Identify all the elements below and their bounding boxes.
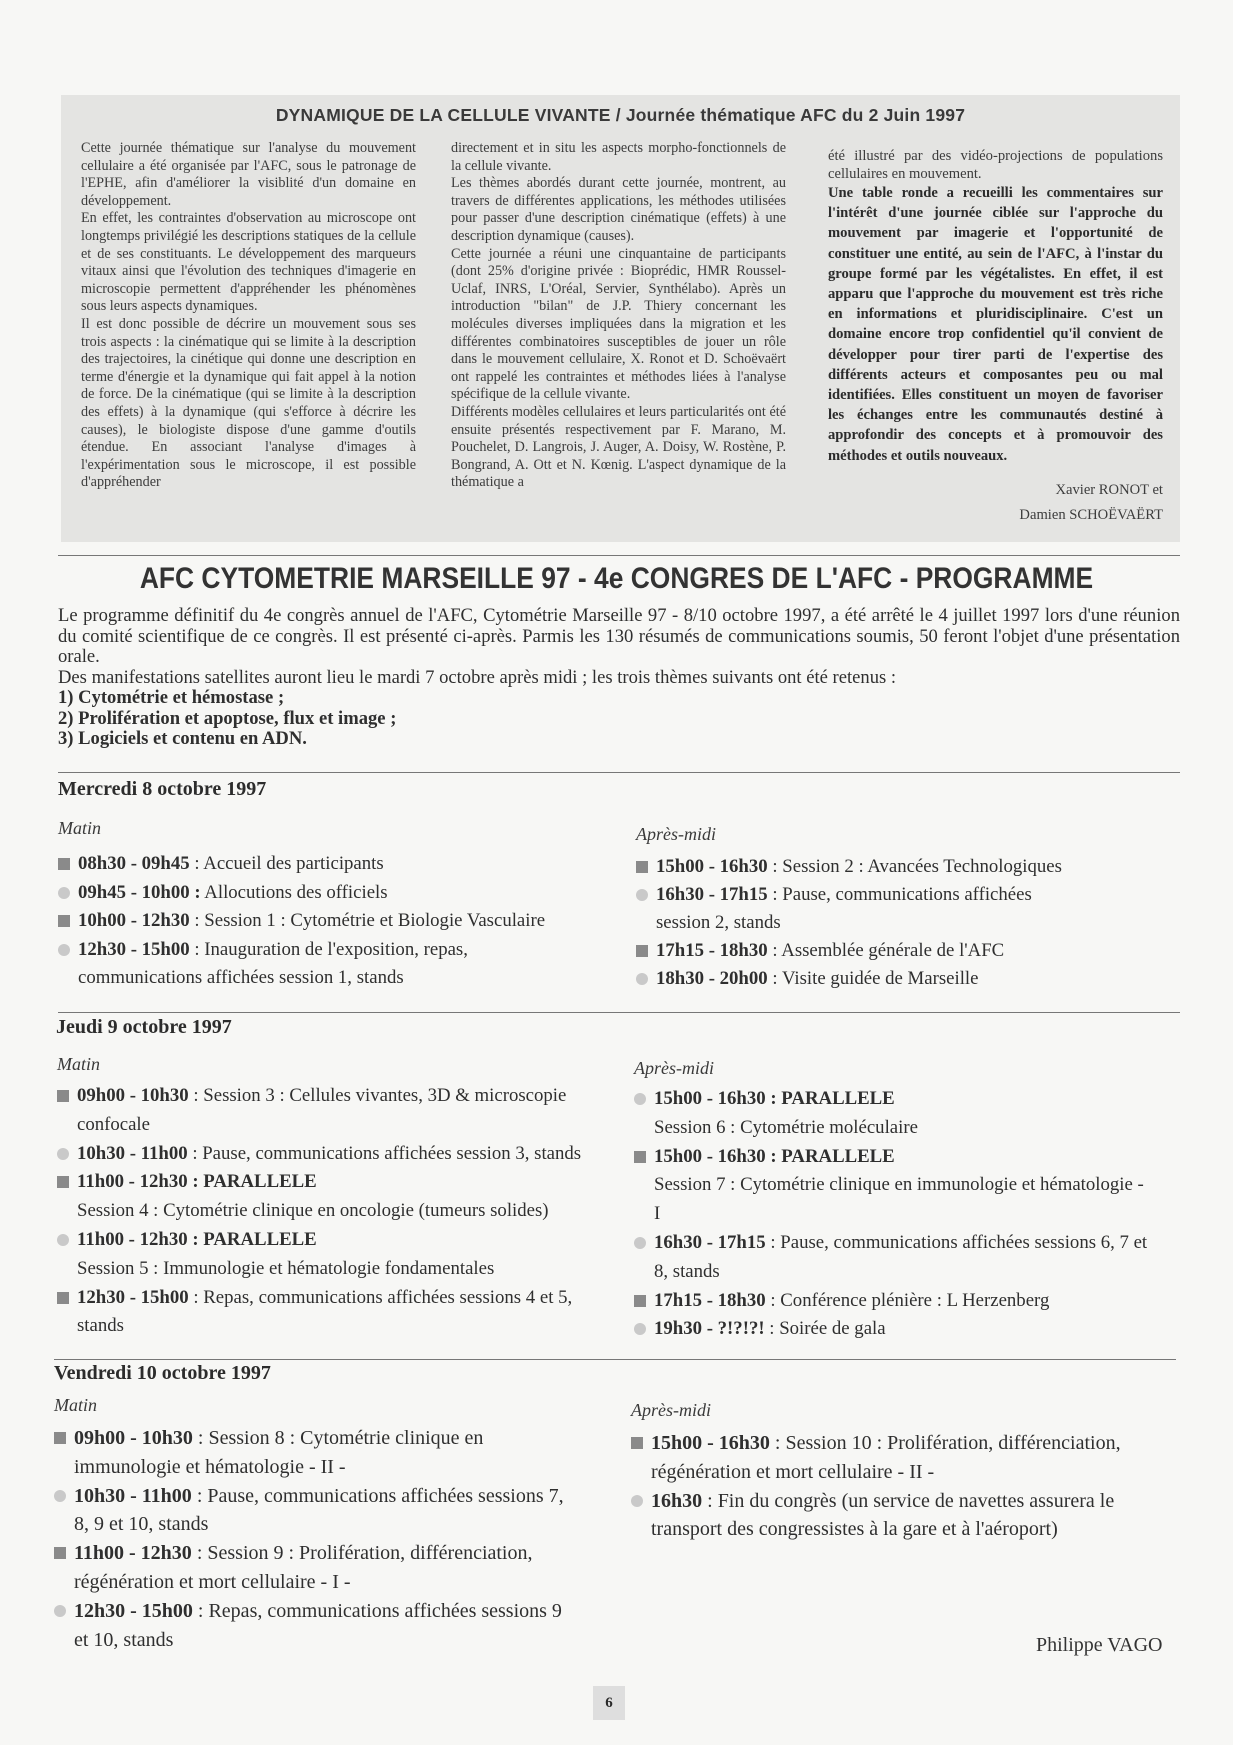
day-heading: Mercredi 8 octobre 1997	[58, 778, 267, 800]
schedule-item	[636, 853, 1066, 881]
schedule-time: 10h30 - 11h00	[77, 1142, 188, 1164]
period-label-matin: Matin	[57, 1054, 100, 1074]
schedule-time: 12h30 - 15h00	[78, 938, 190, 960]
paragraph: été illustré par des vidéo-projections de populations cellulaires en mouvement.	[828, 148, 1163, 182]
themes-list	[58, 688, 1180, 750]
schedule-description: Soirée de gala	[779, 1318, 886, 1340]
schedule-list	[634, 1085, 1154, 1344]
schedule-description: Assemblée générale de l'AFC	[781, 940, 1005, 961]
schedule-time: 08h30 - 09h45	[78, 853, 190, 874]
schedule-time: 17h15 - 18h30	[654, 1289, 766, 1311]
theme-item: 2) Prolifération et apoptose, flux et image ;	[58, 707, 397, 729]
paragraph: Les thèmes abordés durant cette journée, montrent, au travers de différentes applications, les méthodes utilisées pour passer d'une description cinématique (effets) à une description dynamique (causes).	[451, 175, 786, 244]
schedule-description: Session 3 : Cellules vivantes, 3D & microscopie confocale	[77, 1085, 567, 1135]
schedule-description: Session 1 : Cytométrie et Biologie Vasculaire	[204, 910, 546, 931]
schedule-description: Session 8 : Cytométrie clinique en immunologie et hématologie - II -	[74, 1427, 484, 1478]
divider	[58, 1012, 1180, 1013]
schedule-description: Session 2 : Avancées Technologiques	[782, 856, 1062, 877]
circle-bullet-icon	[634, 1237, 646, 1249]
schedule-time: 12h30 - 15h00	[77, 1286, 189, 1308]
schedule-time: 09h45 - 10h00 :	[78, 881, 201, 903]
square-bullet-icon	[57, 1292, 69, 1304]
period-label-apres-midi: Après-midi	[631, 1400, 711, 1420]
schedule-time: 16h30	[651, 1489, 703, 1512]
schedule-description: Accueil des participants	[203, 853, 384, 874]
intro-paragraph: Le programme définitif du 4e congrès annuel de l'AFC, Cytométrie Marseille 97 - 8/10 octobre 1997, a été arrêté le 4 juillet 1997 lors d'une réunion du comité scientifique de ce congrès. Il est présenté ci-après. Parmis les 130 résumés de communications soumis, 50 feront l'objet d'une présentation orale.	[58, 605, 1180, 667]
schedule-item	[57, 1168, 597, 1226]
circle-bullet-icon	[636, 973, 648, 985]
article-box	[61, 95, 1180, 542]
schedule-description: Repas, communications affichées sessions 9 et 10, stands	[74, 1599, 562, 1651]
period-label-matin: Matin	[54, 1395, 97, 1415]
schedule-separator: :	[187, 1142, 203, 1164]
schedule-time: 10h30 - 11h00	[74, 1484, 192, 1507]
schedule-time: 15h00 - 16h30 : PARALLELE	[654, 1088, 895, 1109]
circle-bullet-icon	[58, 887, 70, 899]
paragraph: directement et in situ les aspects morpho-fonctionnels de la cellule vivante.	[451, 140, 786, 174]
circle-bullet-icon	[57, 1234, 69, 1246]
schedule-time: 15h00 - 16h30	[651, 1432, 770, 1454]
signature	[828, 478, 1163, 528]
author: Philippe VAGO	[1036, 1634, 1163, 1656]
schedule-separator: :	[765, 1231, 781, 1253]
paragraph: Cette journée a réuni une cinquantaine de participants (dont 25% d'origine privée : Bioprédic, HMR Roussel-Uclaf, INRS, L'Oréal, Servier, Synthélabo). Après un introduction "bilan" de J.P. Thiery concernant les molécules diverses impliquées dans la migration et les différentes combinatoires susceptibles de jouer un rôle dans le mouvement cellulaire, X. Ronot et D. Schoëvaërt ont rappelé les contraintes et méthodes liées à l'analyse spécifique de la cellule vivante.	[451, 245, 786, 403]
schedule-item	[636, 937, 1066, 965]
schedule-item	[57, 1226, 597, 1284]
intro-paragraph: Des manifestations satellites auront lieu le mardi 7 octobre après midi ; les trois thèmes suivants ont été retenus :	[58, 666, 897, 688]
schedule-item	[58, 907, 578, 936]
circle-bullet-icon	[57, 1148, 69, 1160]
schedule-description: Pause, communications affichées session 3, stands	[202, 1142, 582, 1164]
schedule-time: 12h30 - 15h00	[74, 1599, 193, 1622]
schedule-time: 10h00 - 12h30	[78, 910, 190, 931]
schedule-time: 16h30 - 17h15	[656, 884, 768, 905]
circle-bullet-icon	[58, 944, 70, 956]
schedule-time: 16h30 - 17h15	[654, 1231, 766, 1253]
article-column-2	[451, 140, 786, 492]
schedule-list	[58, 850, 578, 993]
schedule-item	[57, 1140, 597, 1169]
theme-item: 3) Logiciels et contenu en ADN.	[58, 728, 307, 749]
divider	[58, 555, 1180, 556]
schedule-description: Pause, communications affichées sessions 7, 8, 9 et 10, stands	[74, 1484, 564, 1536]
schedule-description: Allocutions des officiels	[204, 881, 388, 903]
schedule-separator: :	[192, 1599, 209, 1622]
signature-line-1: Xavier RONOT et	[1055, 481, 1163, 498]
schedule-time: 15h00 - 16h30 : PARALLELE	[654, 1145, 895, 1167]
schedule-description: Session 5 : Immunologie et hématologie fondamentales	[77, 1257, 495, 1279]
day-heading: Jeudi 9 octobre 1997	[56, 1016, 232, 1038]
square-bullet-icon	[634, 1295, 646, 1307]
square-bullet-icon	[54, 1547, 66, 1559]
schedule-description: Session 7 : Cytométrie clinique en immunologie et hématologie - I	[654, 1174, 1144, 1225]
square-bullet-icon	[634, 1151, 646, 1163]
schedule-description: Visite guidée de Marseille	[781, 968, 979, 989]
schedule-time: 19h30 - ?!?!?!	[654, 1318, 765, 1340]
programme-intro	[58, 606, 1180, 750]
schedule-item	[631, 1487, 1171, 1545]
article-column-1	[81, 140, 416, 492]
schedule-separator: :	[192, 1427, 209, 1449]
schedule-separator: :	[769, 1432, 786, 1454]
square-bullet-icon	[54, 1432, 66, 1444]
circle-bullet-icon	[631, 1495, 643, 1507]
schedule-item	[54, 1424, 564, 1482]
signature-line-2: Damien SCHOËVAËRT	[1019, 506, 1163, 523]
schedule-description: Session 6 : Cytométrie moléculaire	[654, 1116, 918, 1138]
square-bullet-icon	[58, 915, 70, 927]
day-heading: Vendredi 10 octobre 1997	[54, 1362, 271, 1384]
schedule-separator: :	[767, 856, 783, 877]
schedule-list	[631, 1429, 1171, 1544]
schedule-item	[58, 879, 578, 908]
schedule-item	[58, 850, 578, 879]
schedule-time: 09h00 - 10h30	[77, 1085, 189, 1106]
circle-bullet-icon	[634, 1323, 646, 1335]
schedule-separator: :	[702, 1489, 718, 1512]
schedule-description: Session 9 : Prolifération, différenciation, régénération et mort cellulaire - I -	[74, 1542, 533, 1593]
schedule-item	[57, 1284, 597, 1342]
period-label-matin: Matin	[58, 818, 101, 838]
schedule-separator: :	[764, 1318, 780, 1340]
schedule-item	[58, 936, 578, 993]
schedule-description: Repas, communications affichées sessions 4 et 5, stands	[77, 1286, 573, 1337]
schedule-item	[57, 1082, 597, 1140]
schedule-separator: :	[191, 1484, 208, 1507]
schedule-separator: :	[189, 938, 205, 960]
schedule-item	[636, 881, 1066, 937]
schedule-time: 17h15 - 18h30	[656, 940, 768, 961]
schedule-separator: :	[765, 1289, 781, 1311]
schedule-description: Conférence plénière : L Herzenberg	[780, 1289, 1050, 1311]
schedule-item	[634, 1229, 1154, 1287]
schedule-list	[57, 1082, 597, 1341]
schedule-item	[631, 1429, 1171, 1487]
article-column-3	[828, 147, 1163, 528]
paragraph: Cette journée thématique sur l'analyse du mouvement cellulaire a été organisée par l'AFC, sous le patronage de l'EPHE, afin d'améliorer la visiblité d'un domaine en développement.	[81, 140, 416, 209]
programme-title: AFC CYTOMETRIE MARSEILLE 97 - 4e CONGRES DE L'AFC - PROGRAMME	[139, 562, 1094, 595]
schedule-separator: :	[767, 884, 783, 905]
circle-bullet-icon	[634, 1093, 646, 1105]
schedule-description: Session 4 : Cytométrie clinique en oncologie (tumeurs solides)	[77, 1200, 549, 1222]
square-bullet-icon	[636, 945, 648, 957]
schedule-separator: :	[189, 910, 205, 931]
schedule-item	[634, 1085, 1154, 1143]
schedule-description: Pause, communications affichées session 2, stands	[656, 884, 1032, 933]
schedule-description: Inauguration de l'exposition, repas, communications affichées session 1, stands	[78, 938, 468, 988]
schedule-separator: :	[188, 1286, 204, 1308]
schedule-time: 15h00 - 16h30	[656, 856, 768, 877]
schedule-time: 11h00 - 12h30 : PARALLELE	[77, 1171, 317, 1193]
schedule-separator: :	[188, 1085, 204, 1106]
schedule-description: Fin du congrès (un service de navettes assurera le transport des congressistes à la gare et à l'aéroport)	[651, 1489, 1115, 1541]
schedule-separator: :	[767, 940, 782, 961]
schedule-time: 18h30 - 20h00	[656, 968, 768, 989]
square-bullet-icon	[631, 1437, 643, 1449]
schedule-item	[634, 1287, 1154, 1316]
schedule-item	[54, 1597, 564, 1655]
circle-bullet-icon	[54, 1605, 66, 1617]
schedule-separator: :	[191, 1542, 208, 1565]
schedule-item	[634, 1315, 1154, 1344]
paragraph: En effet, les contraintes d'observation au microscope ont longtemps privilégié les descriptions statiques de la cellule et de ses constituants. Le développement des marqueurs vitaux ainsi que l'évolution des techniques d'imagerie en microscopie permettent d'appréhender les phénomènes sous leurs aspects dynamiques.	[81, 210, 416, 315]
schedule-time: 11h00 - 12h30 : PARALLELE	[77, 1228, 317, 1250]
square-bullet-icon	[57, 1090, 69, 1102]
schedule-time: 11h00 - 12h30	[74, 1542, 192, 1565]
theme-item: 1) Cytométrie et hémostase ;	[58, 687, 285, 708]
article-title: DYNAMIQUE DE LA CELLULE VIVANTE / Journée thématique AFC du 2 Juin 1997	[275, 105, 966, 125]
paragraph: Il est donc possible de décrire un mouvement sous ses trois aspects : la cinématique qui se limite à la description des trajectoires, la cinétique qui donne une description en terme d'énergie et la dynamique qui fait appel à la notion de force. De la cinématique (qui se limite à la description des effets) à la dynamique (qui s'efforce à décrire les causes), le biologiste dispose d'une gamme d'outils étendue. En associant l'analyse d'images à l'expérimentation sous le microscope, il est possible d'appréhender	[81, 315, 416, 491]
circle-bullet-icon	[54, 1490, 66, 1502]
schedule-item	[54, 1482, 564, 1540]
square-bullet-icon	[58, 858, 70, 870]
schedule-item	[636, 965, 1066, 993]
schedule-item	[634, 1143, 1154, 1229]
schedule-list	[636, 853, 1066, 993]
schedule-separator: :	[189, 853, 204, 874]
page-number: 6	[593, 1686, 625, 1720]
paragraph: Différents modèles cellulaires et leurs particularités ont été ensuite présentés respectivement par F. Marano, M. Pouchelet, D. Langrois, J. Auger, A. Doisy, W. Rostène, P. Bongrand, A. Ott et N. Kœnig. L'aspect dynamique de la thématique a	[451, 403, 786, 491]
schedule-separator: :	[767, 968, 782, 989]
square-bullet-icon	[636, 861, 648, 873]
paragraph-bold: Une table ronde a recueilli les commentaires sur l'intérêt d'une journée ciblée sur l'approche du mouvement par imagerie et l'opportunité de constituer une entité, au sein de l'AFC, à l'instar du groupe formé par les végétalistes. En effet, il est apparu que l'approche du mouvement est très riche en informations et pluridisciplinaire. C'est un domaine encore trop confidentiel qu'il convient de développer pour tirer parti de l'expertise des différents acteurs et composantes peu ou mal identifiées. Elles constituent un moyen de favoriser les échanges entre les communautés destiné à approfondir des concepts et à promouvoir des méthodes et outils nouveaux.	[828, 185, 1163, 464]
schedule-description: Pause, communications affichées sessions 6, 7 et 8, stands	[654, 1231, 1148, 1282]
schedule-item	[54, 1539, 564, 1597]
circle-bullet-icon	[636, 889, 648, 901]
schedule-list	[54, 1424, 564, 1654]
square-bullet-icon	[57, 1176, 69, 1188]
schedule-time: 09h00 - 10h30	[74, 1427, 193, 1449]
schedule-description: Session 10 : Prolifération, différenciation, régénération et mort cellulaire - II -	[651, 1432, 1121, 1483]
divider	[54, 1359, 1176, 1360]
period-label-apres-midi: Après-midi	[634, 1058, 714, 1078]
period-label-apres-midi: Après-midi	[636, 824, 716, 844]
divider	[58, 772, 1180, 773]
